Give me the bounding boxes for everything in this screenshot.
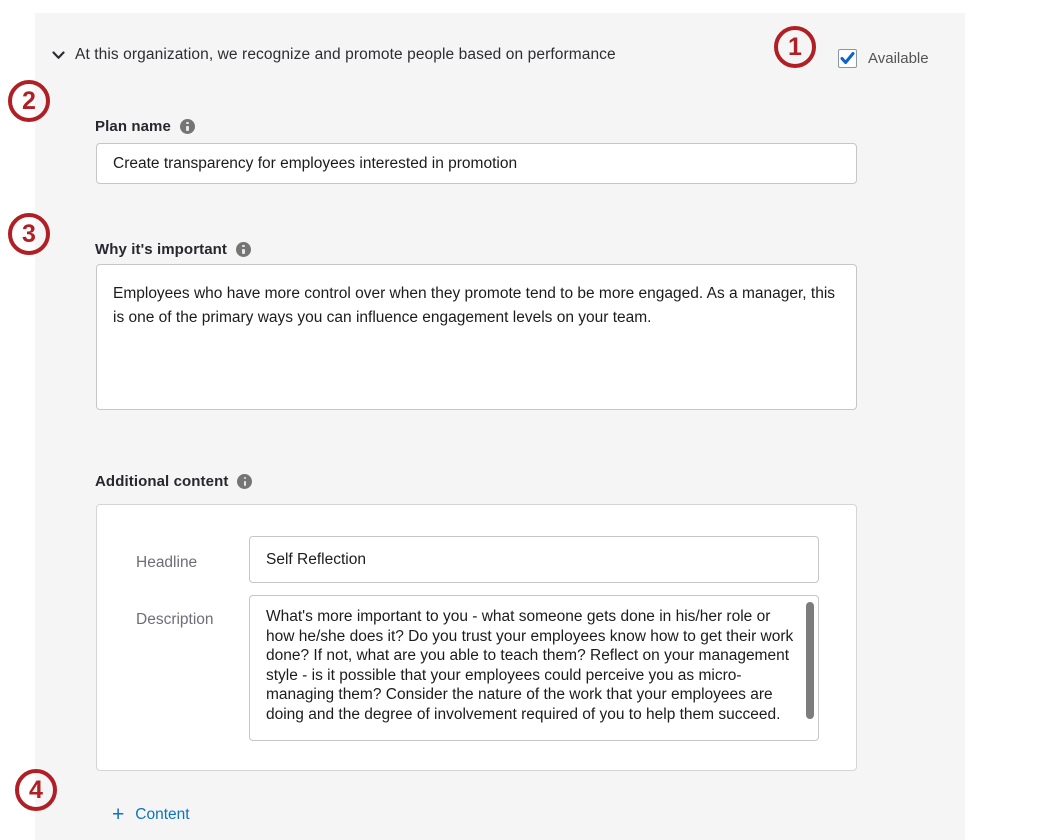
plan-editor-panel (35, 13, 965, 840)
additional-content-card (96, 504, 857, 771)
info-icon[interactable] (236, 242, 251, 257)
why-important-textarea[interactable] (96, 264, 857, 410)
plan-name-label: Plan name (95, 118, 171, 135)
annotation-circle-3: 3 (8, 213, 50, 255)
info-icon[interactable] (237, 474, 252, 489)
description-field-wrap (249, 595, 819, 741)
plan-name-label-row (95, 118, 195, 135)
plan-name-input[interactable] (96, 143, 857, 184)
plan-header[interactable] (51, 46, 616, 64)
headline-label: Headline (136, 554, 198, 571)
plus-icon: + (112, 803, 125, 826)
annotation-circle-4: 4 (15, 769, 57, 811)
available-checkbox[interactable] (838, 49, 857, 68)
info-icon[interactable] (180, 119, 195, 134)
headline-input[interactable] (249, 536, 819, 583)
plan-title: At this organization, we recognize and promote people based on performance (75, 46, 616, 63)
available-checkbox-group[interactable] (838, 49, 929, 68)
annotation-circle-2: 2 (8, 80, 50, 122)
add-content-label: Content (135, 805, 190, 823)
additional-content-label: Additional content (95, 473, 229, 490)
annotation-circle-1: 1 (774, 26, 816, 68)
additional-content-label-row (95, 473, 252, 490)
description-textarea[interactable] (249, 595, 819, 741)
chevron-down-icon[interactable] (51, 48, 65, 62)
checkmark-icon (840, 52, 855, 65)
why-important-label: Why it's important (95, 241, 228, 258)
why-important-label-row (95, 241, 251, 258)
description-label: Description (136, 611, 214, 628)
available-label: Available (868, 50, 929, 67)
scrollbar-thumb[interactable] (806, 602, 814, 719)
add-content-button[interactable] (112, 804, 190, 825)
